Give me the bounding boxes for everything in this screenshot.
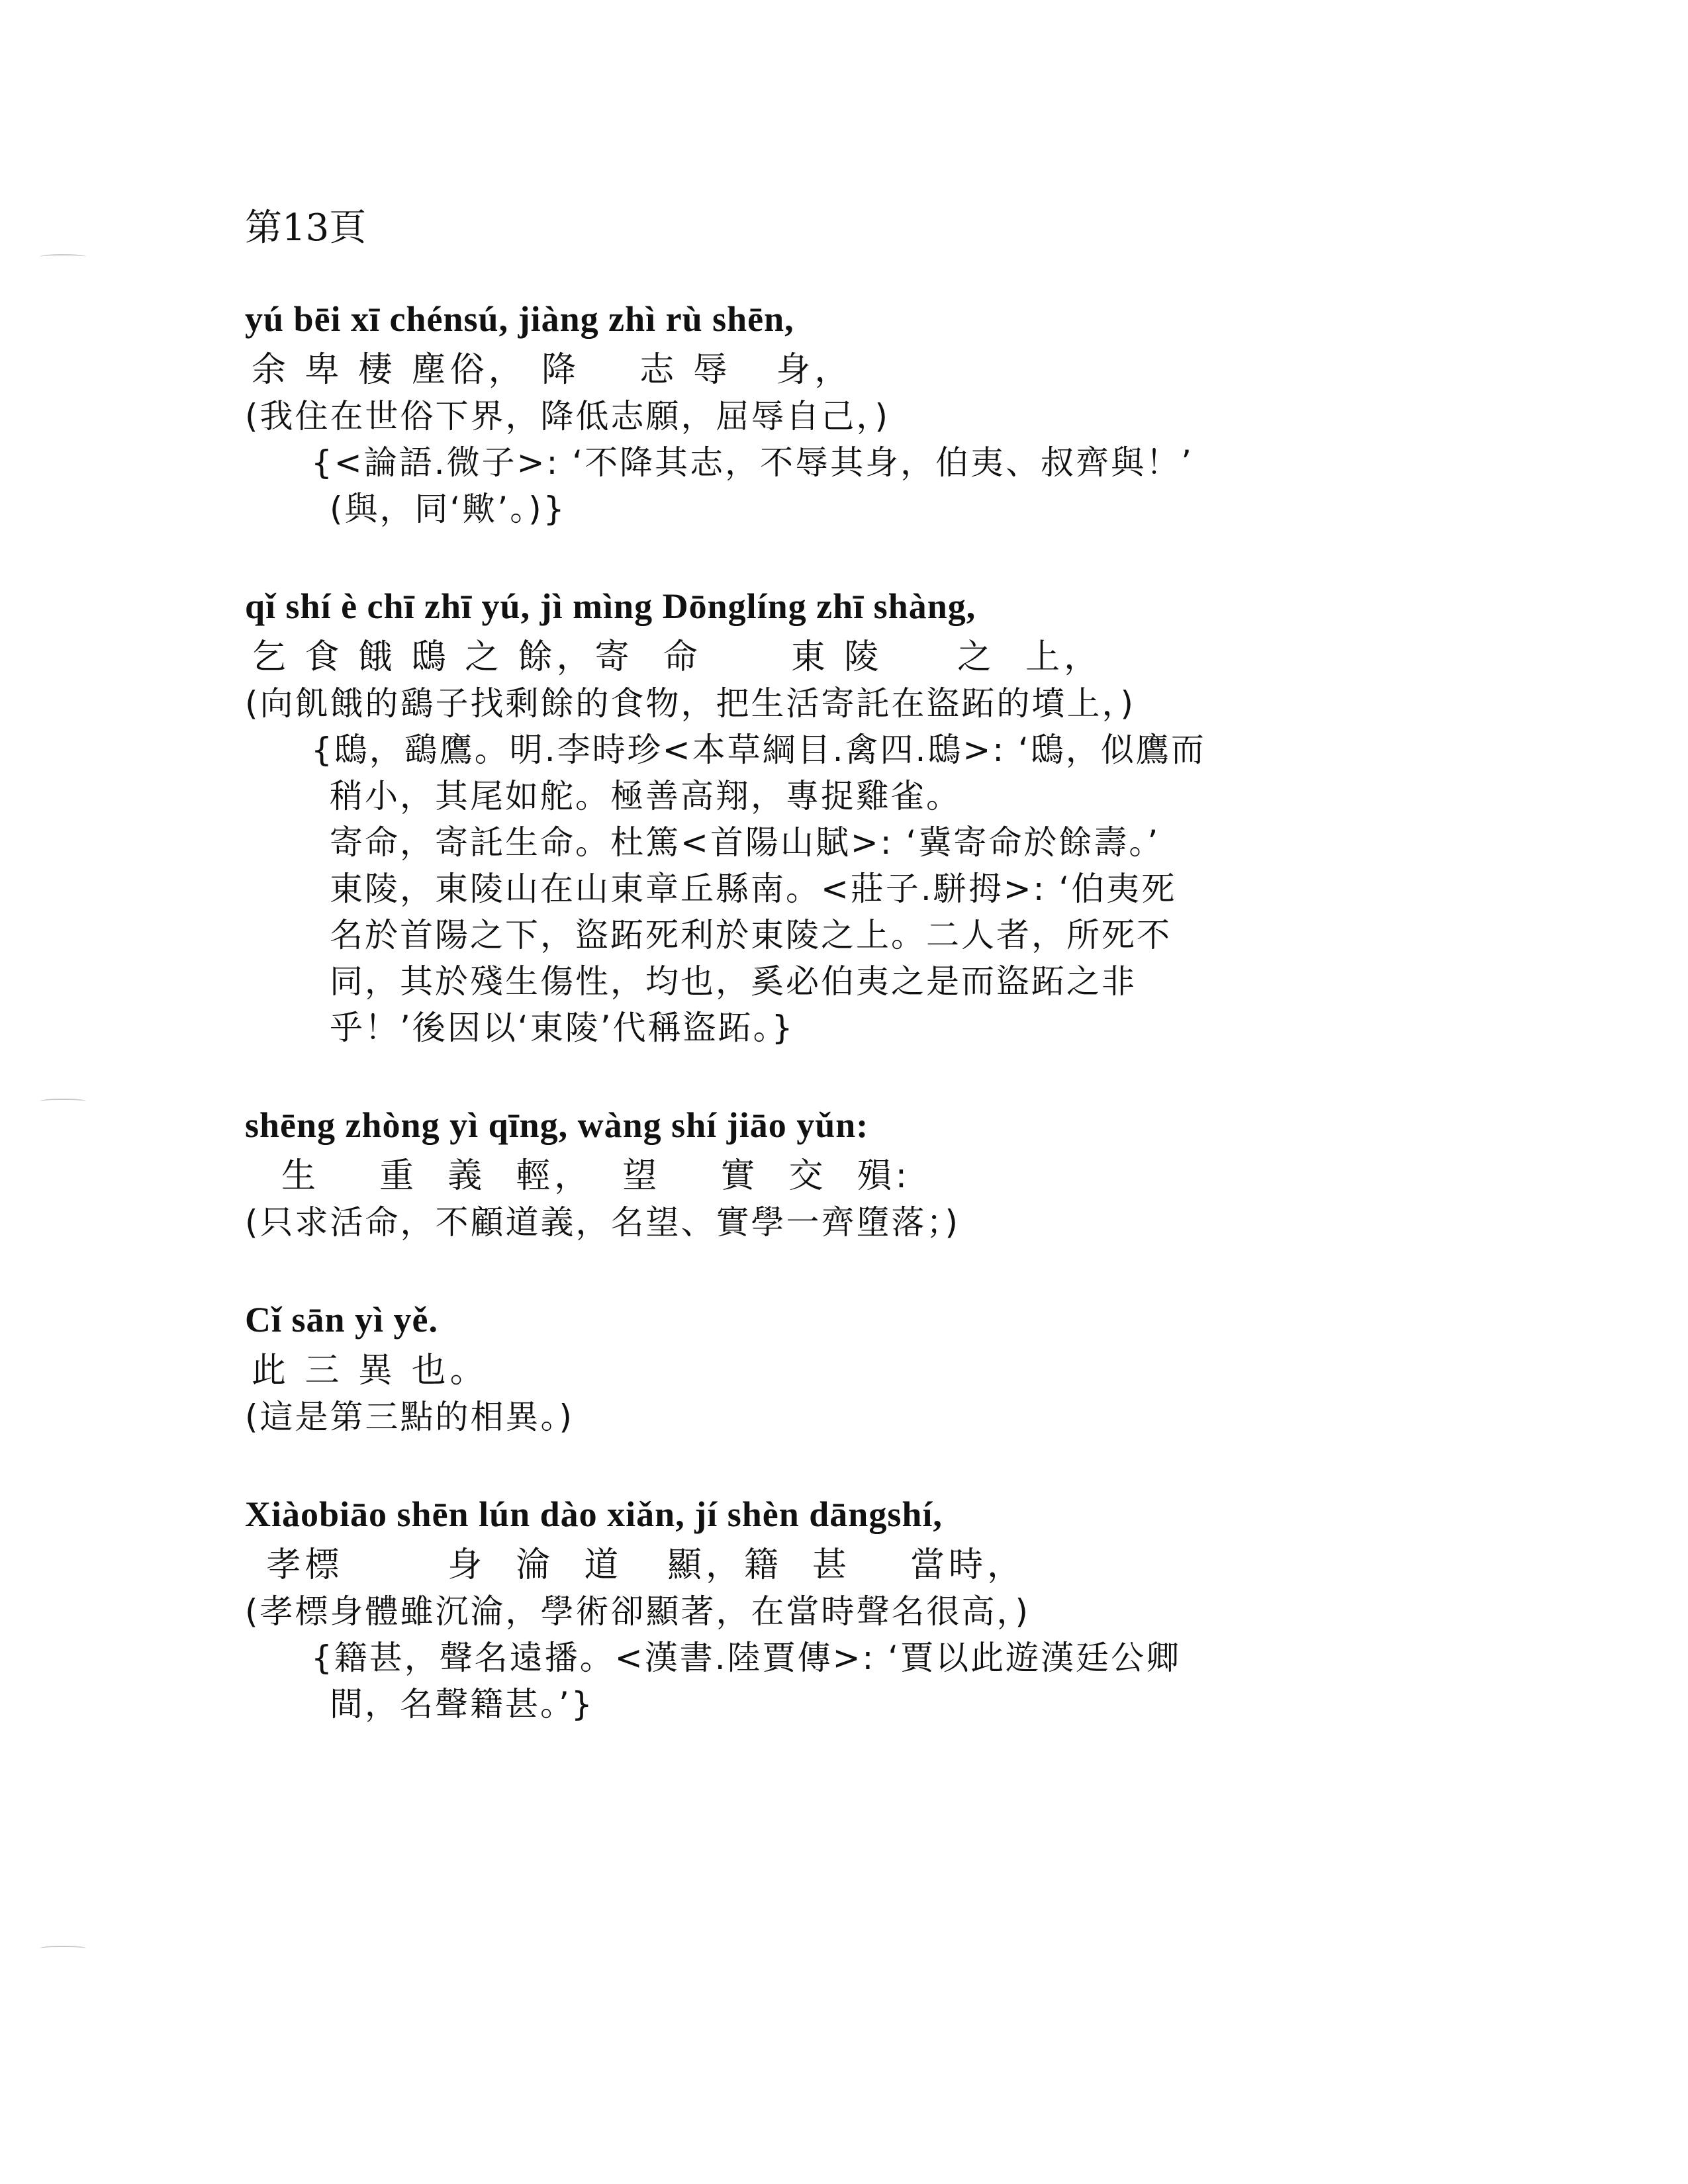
pinyin-line: yú bēi xī chénsú, jiàng zhì rù shēn, [245, 299, 794, 339]
punch-hole-mark [40, 1946, 86, 1951]
annotation-line: 寄命，寄託生命。杜篤<首陽山賦>: ‘冀寄命於餘壽。’ [330, 823, 1160, 862]
stanza-3 [245, 1097, 1503, 1246]
stanza-4 [245, 1292, 1503, 1440]
punch-hole-mark [40, 254, 86, 259]
hanzi-line: 乞 食 餓 鴟 之 餘，寄 命 東 陵 之 上， [252, 637, 1103, 677]
pinyin-line: Cǐ sān yì yě. [245, 1300, 439, 1340]
punch-hole-mark [40, 1099, 86, 1104]
hanzi-line: 生 重 義 輕， 望 實 交 殞: [252, 1156, 912, 1196]
annotation-block [311, 1635, 1503, 1727]
translation-line: (我住在世俗下界，降低志願，屈辱自己，) [245, 397, 890, 435]
pinyin-line: shēng zhòng yì qīng, wàng shí jiāo yǔn: [245, 1105, 869, 1145]
annotation-line: (與，同‘歟’。)} [330, 490, 567, 528]
document-body [245, 291, 1503, 1774]
page-number-header: 第13頁 [245, 206, 367, 250]
annotation-line: 間，名聲籍甚。’} [330, 1685, 594, 1723]
translation-line: (向飢餓的鷂子找剩餘的食物，把生活寄託在盜跖的墳上，) [245, 684, 1136, 723]
stanza-1 [245, 291, 1503, 532]
pinyin-line: Xiàobiāo shēn lún dào xiǎn, jí shèn dāngshí, [245, 1494, 943, 1534]
translation-line: (只求活命，不顧道義，名望、實學一齊墮落；) [245, 1203, 961, 1242]
pinyin-line: qǐ shí è chī zhī yú, jì mìng Dōnglíng zhī shàng, [245, 586, 976, 626]
translation-line: (孝標身體雖沉淪，學術卻顯著，在當時聲名很高，) [245, 1592, 1031, 1631]
stanza-2 [245, 578, 1503, 1051]
hanzi-line: 此 三 異 也。 [252, 1351, 489, 1390]
annotation-line: 同，其於殘生傷性，均也，奚必伯夷之是而盜跖之非 [330, 962, 1137, 1001]
hanzi-line: 余 卑 棲 塵俗， 降 志 辱 身， [252, 350, 853, 390]
annotation-line: 乎！’後因以‘東陵’代稱盜跖。} [330, 1009, 795, 1047]
annotation-line: 名於首陽之下，盜跖死利於東陵之上。二人者，所死不 [330, 916, 1172, 954]
annotation-block [311, 439, 1503, 532]
hanzi-line: 孝標 身 淪 道 顯，籍 甚 當時， [252, 1545, 1026, 1585]
annotation-line: 稍小，其尾如舵。極善高翔，專捉雞雀。 [330, 777, 961, 815]
stanza-5 [245, 1486, 1503, 1727]
annotation-block [311, 727, 1503, 1051]
translation-line: (這是第三點的相異。) [245, 1398, 575, 1436]
annotation-line: {<論語.微子>: ‘不降其志，不辱其身，伯夷、叔齊與！’ [311, 443, 1194, 482]
annotation-line: {鴟，鷂鷹。明.李時珍<本草綱目.禽四.鴟>: ‘鴟，似鷹而 [311, 731, 1206, 769]
annotation-line: {籍甚，聲名遠播。<漢書.陸賈傳>: ‘賈以此遊漢廷公卿 [311, 1639, 1182, 1677]
annotation-line: 東陵，東陵山在山東章丘縣南。<莊子.駢拇>: ‘伯夷死 [330, 870, 1177, 908]
